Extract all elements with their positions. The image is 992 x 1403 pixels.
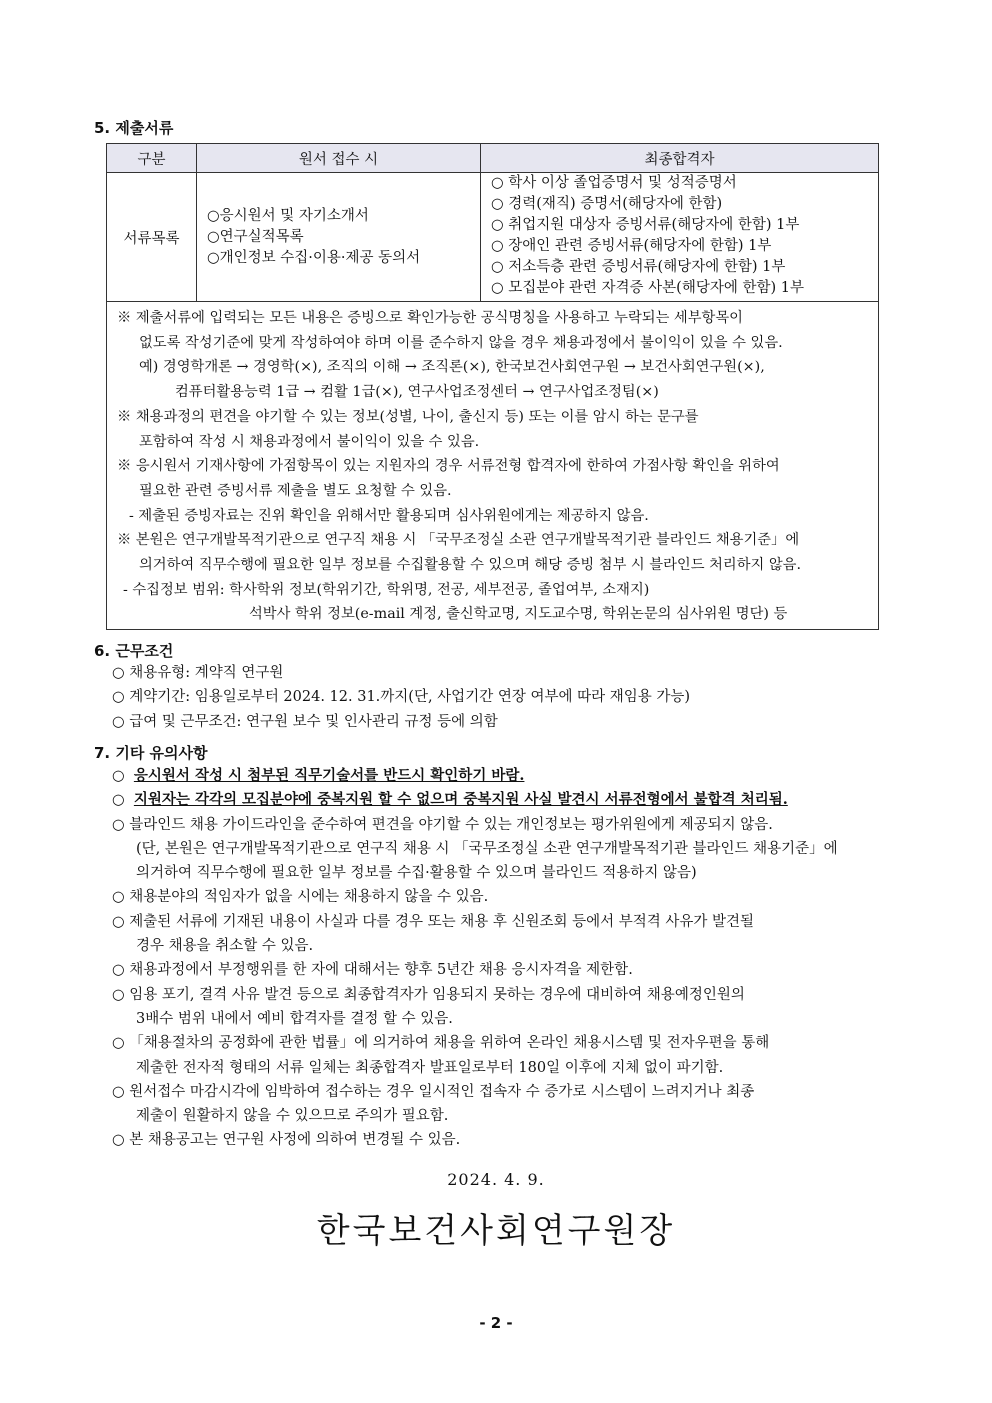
note-line: 필요한 관련 증빙서류 제출을 별도 요청할 수 있음. (139, 482, 452, 499)
category-cell: 서류목록 (107, 173, 197, 302)
emphasized-text: 지원자는 각각의 모집분야에 중복지원 할 수 없으며 중복지원 사실 발견시 서류전형에서 불합격 처리됨. (133, 791, 788, 809)
header-final: 최종합격자 (481, 144, 879, 173)
list-item: ○ 임용 포기, 결격 사유 발견 등으로 최종합격자가 임용되지 못하는 경우에 대비하여 채용예정인원의 (112, 986, 745, 1003)
list-item-continuation: 경우 채용을 취소할 수 있음. (136, 938, 314, 955)
final-docs-cell (481, 173, 879, 302)
note-line: - 수집정보 범위: 학사학위 정보(학위기간, 학위명, 전공, 세부전공, 졸업여부, 소재지) (123, 581, 650, 598)
list-item-emphasized (112, 764, 838, 788)
list-item-emphasized (112, 788, 838, 812)
list-item: ○ 학사 이상 졸업증명서 및 성적증명서 (491, 175, 737, 191)
note-line: 의거하여 직무수행에 필요한 일부 정보를 수집활용할 수 있으며 해당 증빙 첨부 시 블라인드 처리하지 않음. (139, 557, 802, 574)
note-line: - 제출된 증빙자료는 진위 확인을 위해서만 활용되며 심사위원에게는 제공하지 않음. (129, 507, 649, 524)
note-line: 없도록 작성기준에 맞게 작성하여야 하며 이를 준수하지 않을 경우 채용과정에서 불이익이 있을 수 있음. (139, 334, 783, 351)
bullet-icon: ○ (112, 768, 125, 784)
list-item: ○ 취업지원 대상자 증빙서류(해당자에 한함) 1부 (491, 217, 800, 233)
list-item: ○ 저소득층 관련 증빙서류(해당자에 한함) 1부 (491, 259, 786, 275)
note-line: ※ 채용과정의 편견을 야기할 수 있는 정보(성별, 나이, 출신지 등) 또는 이를 암시 하는 문구를 (117, 408, 699, 425)
list-item: ○ 제출된 서류에 기재된 내용이 사실과 다를 경우 또는 채용 후 신원조회 등에서 부적격 사유가 발견될 (112, 913, 755, 930)
header-application: 원서 접수 시 (197, 144, 481, 173)
table-row (107, 173, 879, 302)
list-item: ○ 모집분야 관련 자격증 사본(해당자에 한함) 1부 (491, 280, 804, 296)
list-item: ○개인정보 수집·이용·제공 동의서 (207, 249, 421, 266)
list-item: ○ 장애인 관련 증빙서류(해당자에 한함) 1부 (491, 238, 772, 254)
note-line: 예) 경영학개론 → 경영학(×), 조직의 이해 → 조직론(×), 한국보건사회연구원 → 보건사회연구원(×), (139, 359, 765, 376)
list-item: ○ 채용유형: 계약직 연구원 (112, 665, 284, 681)
emphasized-text: 응시원서 작성 시 첨부된 직무기술서를 반드시 확인하기 바람. (133, 767, 525, 784)
work-conditions-list (112, 661, 690, 734)
note-line: ※ 응시원서 기재사항에 가점항목이 있는 지원자의 경우 서류전형 합격자에 한하여 가점사항 확인을 위하여 (117, 458, 780, 475)
list-item-continuation: 의거하여 직무수행에 필요한 일부 정보를 수집·활용할 수 있으며 블라인드 적용하지 않음) (136, 865, 697, 882)
bullet-icon: ○ (112, 792, 125, 809)
note-line: ※ 본원은 연구개발목적기관으로 연구직 채용 시 「국무조정실 소관 연구개발목적기관 블라인드 채용기준」에 (117, 532, 800, 549)
list-item-continuation: 제출한 전자적 형태의 서류 일체는 최종합격자 발표일로부터 180일 이후에 지체 없이 파기함. (136, 1059, 724, 1076)
list-item: ○응시원서 및 자기소개서 (207, 207, 369, 224)
list-item: ○ 본 채용공고는 연구원 사정에 의하여 변경될 수 있음. (112, 1132, 461, 1149)
list-item: ○ 블라인드 채용 가이드라인을 준수하여 편견을 야기할 수 있는 개인정보는 평가위원에게 제공되지 않음. (112, 816, 773, 833)
submission-documents-table (106, 143, 879, 630)
list-item: ○ 원서접수 마감시각에 임박하여 접수하는 경우 일시적인 접속자 수 증가로 시스템이 느려지거나 최종 (112, 1083, 755, 1100)
announcement-date: 2024. 4. 9. (447, 1170, 545, 1189)
table-header-row (107, 144, 879, 173)
list-item: ○ 계약기간: 임용일로부터 2024. 12. 31.까지(단, 사업기간 연장 여부에 따라 재임용 가능) (112, 689, 690, 706)
notes-cell (107, 302, 879, 630)
section6-title: 6. 근무조건 (94, 642, 174, 660)
note-line: 포함하여 작성 시 채용과정에서 불이익이 있을 수 있음. (139, 433, 480, 450)
note-line: ※ 제출서류에 입력되는 모든 내용은 증빙으로 확인가능한 공식명칭을 사용하고 누락되는 세부항목이 (117, 310, 743, 326)
list-item: ○ 채용과정에서 부정행위를 한 자에 대해서는 향후 5년간 채용 응시자격을 제한함. (112, 962, 633, 979)
note-line: 컴퓨터활용능력 1급 → 컴활 1급(×), 연구사업조정센터 → 연구사업조정팀(×) (175, 384, 659, 401)
list-item-continuation: 3배수 범위 내에서 예비 합격자를 결정 할 수 있음. (136, 1010, 453, 1027)
section7-title: 7. 기타 유의사항 (94, 744, 208, 762)
list-item: ○ 채용분야의 적임자가 없을 시에는 채용하지 않을 수 있음. (112, 889, 489, 906)
list-item-continuation: (단, 본원은 연구개발목적기관으로 연구직 채용 시 「국무조정실 소관 연구개발목적기관 블라인드 채용기준」에 (136, 840, 838, 857)
list-item-continuation: 제출이 원활하지 않을 수 있으므로 주의가 필요함. (136, 1108, 449, 1125)
list-item: ○연구실적목록 (207, 228, 304, 245)
page-number: - 2 - (479, 1314, 513, 1332)
list-item: ○ 경력(재직) 증명서(해당자에 한함) (491, 196, 723, 212)
list-item: ○ 「채용절차의 공정화에 관한 법률」에 의거하여 채용을 위하여 온라인 채용시스템 및 전자우편을 통해 (112, 1035, 770, 1052)
signature: 한국보건사회연구원장 (316, 1211, 676, 1251)
section5-title: 5. 제출서류 (94, 119, 174, 137)
header-category: 구분 (107, 144, 197, 173)
note-line: 석박사 학위 정보(e-mail 계정, 출신학교명, 지도교수명, 학위논문의 심사위원 명단) 등 (249, 606, 788, 623)
list-item: ○ 급여 및 근무조건: 연구원 보수 및 인사관리 규정 등에 의함 (112, 713, 498, 730)
application-docs-cell (197, 173, 481, 302)
notes-row (107, 302, 879, 630)
notices-list (112, 764, 838, 1153)
